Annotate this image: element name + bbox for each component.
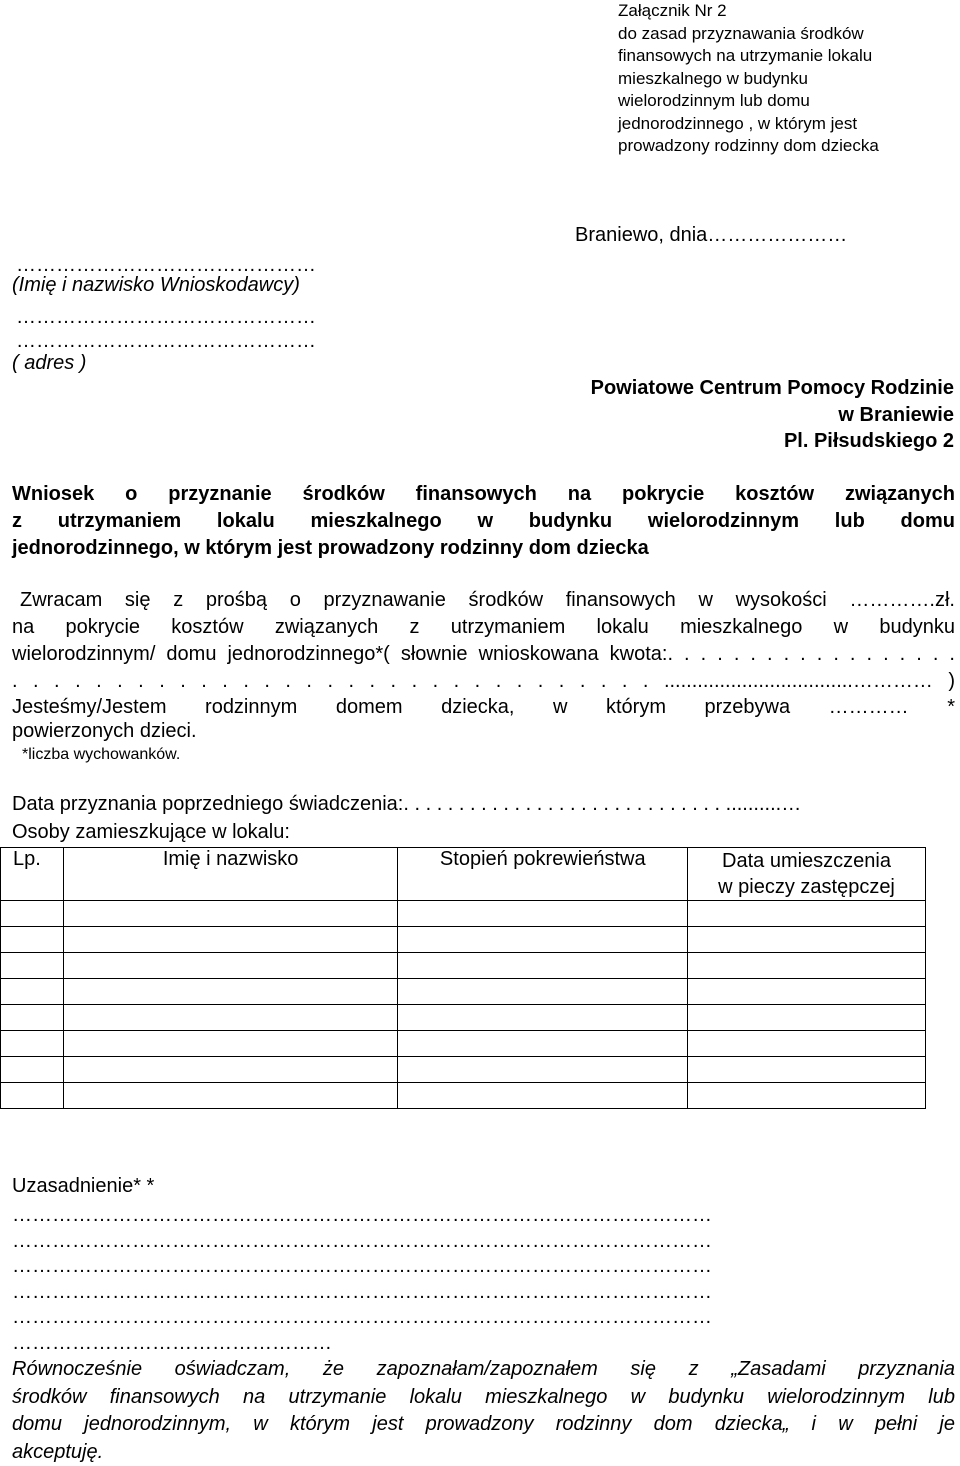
closing-line: środków finansowych na utrzymanie lokalu mieszkalnego w budynku wielorodzinnym lub [12,1384,955,1412]
request-paragraph [12,587,955,743]
justification-dots[interactable]: …………………………………………………………………………………………… [12,1229,712,1255]
table-cell[interactable] [63,1005,398,1031]
title-line: jednorodzinnego, w którym jest prowadzony rodzinny dom dziecka [12,535,955,562]
title-line: Wniosek o przyznanie środków finansowych na pokrycie kosztów związanych [12,481,955,508]
table-row [1,1057,926,1083]
table-cell[interactable] [63,1031,398,1057]
table-cell[interactable] [688,953,926,979]
annex-line: mieszkalnego w budynku [618,68,879,91]
table-cell[interactable] [688,979,926,1005]
request-line: na pokrycie kosztów związanych z utrzymaniem lokalu mieszkalnego w budynku [12,614,955,641]
recipient-line: w Braniewie [838,404,954,427]
table-cell[interactable] [398,901,688,927]
table-header-row [1,848,926,901]
justification-label: Uzasadnienie* * [12,1175,154,1198]
table-row [1,1031,926,1057]
annex-line: do zasad przyznawania środków [618,23,879,46]
table-cell[interactable] [63,979,398,1005]
title-line: z utrzymaniem lokalu mieszkalnego w budynku wielorodzinnym lub domu [12,508,955,535]
header-name [63,848,398,901]
table-row [1,927,926,953]
table-cell[interactable] [688,1057,926,1083]
annex-line: jednorodzinnego , w którym jest [618,113,879,136]
table-cell[interactable] [63,1057,398,1083]
header-relation [398,848,688,901]
header-label: Lp. [13,848,41,870]
footnote: *liczba wychowanków. [22,746,180,764]
table-cell[interactable] [1,979,64,1005]
table-cell[interactable] [1,953,64,979]
request-line: powierzonych dzieci. [12,719,955,743]
closing-line: domu jednorodzinnym, w którym jest prowadzony rodzinny dom dziecka„ i w pełni je [12,1411,955,1439]
closing-statement [12,1356,955,1466]
table-cell[interactable] [398,1057,688,1083]
table-cell[interactable] [398,1083,688,1109]
table-cell[interactable] [1,1031,64,1057]
table-row [1,901,926,927]
applicant-address-label: ( adres ) [12,352,86,375]
applicant-address-dots[interactable]: ……………………………………… [16,306,316,329]
justification-dots[interactable]: …………………………………………………………………………………………… [12,1305,712,1331]
request-line: Zwracam się z prośbą o przyznawanie środków finansowych w wysokości ………….zł. [12,587,955,614]
justification-dots[interactable]: ………………………………………… [12,1331,712,1357]
application-title [12,481,955,562]
request-line: wielorodzinnym/ domu jednorodzinnego*( słownie wnioskowana kwota:. . . . . . . . . . . . . . . . . . [12,641,955,668]
table-cell[interactable] [398,979,688,1005]
table-cell[interactable] [63,901,398,927]
table-cell[interactable] [688,1083,926,1109]
table-cell[interactable] [63,927,398,953]
previous-benefit-date[interactable]: Data przyznania poprzedniego świadczenia:. . . . . . . . . . . . . . . . . . . . . . . . . . . . . ..........… [12,793,801,816]
request-line: Jesteśmy/Jestem rodzinnym domem dziecka, w którym przebywa ………… * [12,695,955,719]
request-line: . . . . . . . . . . . . . . . . . . . . . . . . . . . . . . . ..................................………… ) [12,668,955,695]
table-cell[interactable] [1,1057,64,1083]
justification-dots[interactable]: …………………………………………………………………………………………… [12,1203,712,1229]
closing-line: Równocześnie oświadczam, że zapoznałam/zapoznałem się z „Zasadami przyznania [12,1356,955,1384]
justification-dots[interactable]: …………………………………………………………………………………………… [12,1280,712,1306]
table-cell[interactable] [1,1005,64,1031]
table-cell[interactable] [398,953,688,979]
recipient-line: Powiatowe Centrum Pomocy Rodzinie [591,377,954,400]
table-row [1,979,926,1005]
table-row [1,953,926,979]
table-cell[interactable] [1,1083,64,1109]
annex-header [618,0,879,158]
table-row [1,1005,926,1031]
residents-table [0,847,926,1109]
table-cell[interactable] [688,1005,926,1031]
closing-line: akceptuję. [12,1439,955,1466]
table-cell[interactable] [1,927,64,953]
applicant-name-dots[interactable]: ……………………………………… [16,254,316,277]
table-cell[interactable] [398,927,688,953]
place-date[interactable]: Braniewo, dnia………………… [575,224,847,247]
justification-dots[interactable]: …………………………………………………………………………………………… [12,1254,712,1280]
justification-lines[interactable] [12,1203,712,1356]
annex-line: Załącznik Nr 2 [618,0,879,23]
header-label: Data umieszczenia [722,850,891,872]
table-cell[interactable] [63,953,398,979]
annex-line: prowadzony rodzinny dom dziecka [618,135,879,158]
recipient-line: Pl. Piłsudskiego 2 [784,430,954,453]
header-lp [1,848,64,901]
table-caption: Osoby zamieszkujące w lokalu: [12,821,290,844]
table-cell[interactable] [1,901,64,927]
table-cell[interactable] [688,927,926,953]
applicant-address-dots[interactable]: ……………………………………… [16,330,316,353]
table-cell[interactable] [63,1083,398,1109]
annex-line: wielorodzinnym lub domu [618,90,879,113]
applicant-name-label: (Imię i nazwisko Wnioskodawcy) [12,274,300,297]
header-placement-date [688,848,926,901]
table-cell[interactable] [398,1031,688,1057]
table-row [1,1083,926,1109]
annex-line: finansowych na utrzymanie lokalu [618,45,879,68]
header-label: Imię i nazwisko [163,848,299,870]
header-label: Stopień pokrewieństwa [440,848,646,870]
table-cell[interactable] [398,1005,688,1031]
table-cell[interactable] [688,1031,926,1057]
header-label: w pieczy zastępczej [718,876,895,898]
table-cell[interactable] [688,901,926,927]
